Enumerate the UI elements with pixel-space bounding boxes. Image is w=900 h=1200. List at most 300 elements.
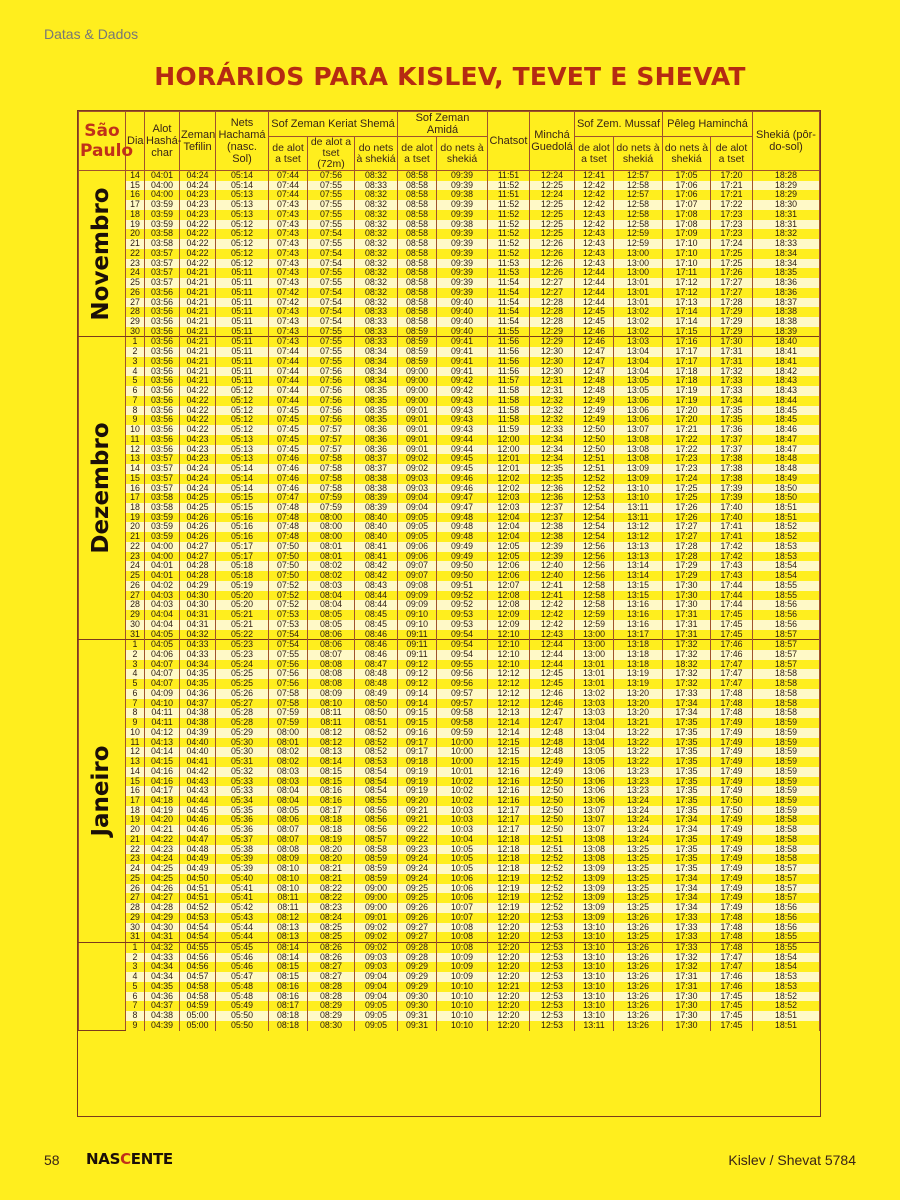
time-cell: 12:59	[575, 610, 614, 620]
time-cell: 08:05	[308, 610, 355, 620]
time-cell: 09:16	[398, 728, 437, 738]
time-cell: 18:56	[753, 610, 820, 620]
time-cell: 07:57	[308, 445, 355, 455]
time-cell: 08:32	[355, 200, 398, 210]
time-cell: 07:44	[269, 357, 308, 367]
time-cell: 13:11	[614, 513, 663, 523]
time-cell: 12:50	[530, 777, 575, 787]
time-cell: 09:38	[437, 220, 488, 230]
time-cell: 09:49	[437, 542, 488, 552]
time-cell: 07:43	[269, 229, 308, 239]
time-cell: 09:01	[398, 445, 437, 455]
time-cell: 12:32	[530, 406, 575, 416]
time-cell: 07:54	[308, 229, 355, 239]
time-cell: 04:32	[145, 943, 180, 953]
time-cell: 17:41	[711, 532, 753, 542]
time-cell: 12:53	[530, 913, 575, 923]
time-cell: 12:19	[488, 893, 530, 903]
time-cell: 04:23	[180, 454, 216, 464]
time-cell: 08:41	[355, 552, 398, 562]
time-cell: 18:29	[753, 190, 820, 200]
time-cell: 04:25	[145, 864, 180, 874]
time-cell: 12:59	[614, 239, 663, 249]
time-cell: 07:55	[269, 650, 308, 660]
time-cell: 03:58	[145, 239, 180, 249]
time-cell: 12:49	[575, 396, 614, 406]
time-cell: 08:19	[308, 835, 355, 845]
time-cell: 04:58	[180, 982, 216, 992]
time-cell: 17:37	[711, 445, 753, 455]
time-cell: 09:53	[437, 620, 488, 630]
time-cell: 17:45	[711, 610, 753, 620]
time-cell: 04:24	[180, 464, 216, 474]
time-cell: 04:28	[180, 571, 216, 581]
time-cell: 17:35	[663, 718, 711, 728]
time-cell: 10:03	[437, 815, 488, 825]
time-cell: 12:30	[530, 367, 575, 377]
time-cell: 04:51	[180, 893, 216, 903]
time-cell: 17:22	[663, 445, 711, 455]
time-cell: 17:33	[711, 376, 753, 386]
day-cell: 22	[126, 249, 145, 259]
time-cell: 18:57	[753, 640, 820, 650]
time-cell: 12:36	[530, 484, 575, 494]
time-cell: 04:22	[180, 386, 216, 396]
time-cell: 07:45	[269, 415, 308, 425]
time-cell: 04:19	[145, 806, 180, 816]
time-cell: 08:10	[308, 699, 355, 709]
time-cell: 04:22	[180, 220, 216, 230]
time-cell: 07:50	[269, 552, 308, 562]
day-cell: 26	[126, 581, 145, 591]
time-cell: 07:47	[269, 493, 308, 503]
time-cell: 07:55	[308, 200, 355, 210]
time-cell: 09:05	[355, 1001, 398, 1011]
time-cell: 05:36	[216, 825, 269, 835]
time-cell: 17:33	[663, 689, 711, 699]
time-cell: 12:51	[530, 835, 575, 845]
time-cell: 18:56	[753, 923, 820, 933]
time-cell: 12:34	[530, 445, 575, 455]
time-cell: 18:56	[753, 913, 820, 923]
time-cell: 04:51	[180, 884, 216, 894]
time-cell: 05:41	[216, 893, 269, 903]
time-cell: 12:37	[530, 503, 575, 513]
time-cell: 05:17	[216, 542, 269, 552]
time-cell: 17:20	[711, 171, 753, 181]
time-cell: 11:54	[488, 317, 530, 327]
day-cell: 3	[126, 962, 145, 972]
time-cell: 03:56	[145, 386, 180, 396]
time-cell: 09:39	[437, 200, 488, 210]
time-cell: 17:35	[663, 757, 711, 767]
time-cell: 08:33	[355, 327, 398, 337]
time-cell: 08:47	[355, 660, 398, 670]
time-cell: 17:18	[663, 367, 711, 377]
time-cell: 07:55	[308, 278, 355, 288]
time-cell: 04:23	[180, 210, 216, 220]
time-cell: 17:49	[711, 767, 753, 777]
day-cell: 23	[126, 259, 145, 269]
time-cell: 11:58	[488, 386, 530, 396]
time-cell: 08:11	[308, 718, 355, 728]
time-cell: 08:08	[308, 679, 355, 689]
time-cell: 05:15	[216, 493, 269, 503]
time-cell: 12:54	[575, 532, 614, 542]
time-cell: 09:01	[398, 415, 437, 425]
time-cell: 12:54	[575, 522, 614, 532]
time-cell: 09:05	[398, 532, 437, 542]
time-cell: 12:31	[530, 376, 575, 386]
time-cell: 09:43	[437, 425, 488, 435]
day-cell: 21	[126, 835, 145, 845]
time-cell: 04:22	[180, 249, 216, 259]
time-cell: 09:09	[398, 591, 437, 601]
time-cell: 03:57	[145, 484, 180, 494]
sub-keriat-alot: de alot a tset	[269, 137, 308, 171]
time-cell: 12:53	[530, 972, 575, 982]
time-cell: 05:14	[216, 484, 269, 494]
time-cell: 04:00	[145, 190, 180, 200]
col-dia: Dia	[126, 112, 145, 171]
time-cell: 18:46	[753, 425, 820, 435]
time-cell: 13:02	[575, 689, 614, 699]
time-cell: 08:32	[355, 239, 398, 249]
time-cell: 12:18	[488, 845, 530, 855]
time-cell: 10:08	[437, 923, 488, 933]
time-cell: 17:14	[663, 317, 711, 327]
time-cell: 08:59	[398, 327, 437, 337]
time-cell: 04:27	[180, 552, 216, 562]
time-cell: 08:34	[355, 347, 398, 357]
time-cell: 05:20	[216, 591, 269, 601]
time-cell: 18:55	[753, 591, 820, 601]
time-cell: 05:33	[216, 777, 269, 787]
time-cell: 18:57	[753, 630, 820, 640]
time-cell: 12:41	[530, 581, 575, 591]
time-cell: 08:58	[398, 220, 437, 230]
time-cell: 12:44	[530, 660, 575, 670]
time-cell: 07:56	[269, 669, 308, 679]
time-cell: 12:33	[530, 425, 575, 435]
time-cell: 08:01	[308, 552, 355, 562]
time-cell: 04:31	[145, 932, 180, 942]
time-cell: 03:57	[145, 259, 180, 269]
time-cell: 18:36	[753, 288, 820, 298]
time-cell: 18:47	[753, 435, 820, 445]
time-cell: 03:59	[145, 210, 180, 220]
time-cell: 08:58	[398, 288, 437, 298]
time-cell: 05:12	[216, 259, 269, 269]
time-cell: 17:45	[711, 620, 753, 630]
time-cell: 04:49	[180, 864, 216, 874]
time-cell: 17:36	[711, 425, 753, 435]
time-cell: 10:09	[437, 962, 488, 972]
group-keriat-shema: Sof Zeman Keriat Shemá	[269, 112, 398, 137]
time-cell: 13:02	[614, 317, 663, 327]
time-cell: 08:00	[308, 513, 355, 523]
time-cell: 08:40	[355, 532, 398, 542]
time-cell: 12:42	[575, 220, 614, 230]
time-cell: 17:21	[663, 425, 711, 435]
time-cell: 04:30	[180, 600, 216, 610]
time-cell: 17:10	[663, 259, 711, 269]
time-cell: 12:32	[530, 415, 575, 425]
day-cell: 6	[126, 689, 145, 699]
time-cell: 05:39	[216, 864, 269, 874]
time-cell: 04:43	[180, 777, 216, 787]
time-cell: 08:01	[269, 738, 308, 748]
time-cell: 13:23	[614, 786, 663, 796]
time-cell: 04:33	[180, 640, 216, 650]
time-cell: 08:40	[355, 522, 398, 532]
time-cell: 17:40	[711, 503, 753, 513]
time-cell: 17:45	[711, 1021, 753, 1031]
time-cell: 12:05	[488, 542, 530, 552]
time-cell: 18:58	[753, 845, 820, 855]
time-cell: 12:03	[488, 493, 530, 503]
time-cell: 13:00	[614, 259, 663, 269]
time-cell: 13:18	[614, 660, 663, 670]
time-cell: 09:45	[437, 464, 488, 474]
time-cell: 12:13	[488, 708, 530, 718]
time-cell: 17:49	[711, 874, 753, 884]
time-cell: 12:27	[530, 278, 575, 288]
time-cell: 13:01	[614, 278, 663, 288]
time-cell: 12:53	[530, 943, 575, 953]
time-cell: 09:40	[437, 327, 488, 337]
time-cell: 09:19	[398, 786, 437, 796]
time-cell: 13:05	[614, 386, 663, 396]
time-cell: 08:27	[308, 962, 355, 972]
time-cell: 08:43	[355, 581, 398, 591]
time-cell: 12:17	[488, 825, 530, 835]
time-cell: 04:03	[145, 591, 180, 601]
time-cell: 18:55	[753, 932, 820, 942]
time-cell: 08:02	[308, 561, 355, 571]
time-cell: 12:45	[530, 679, 575, 689]
time-cell: 04:16	[145, 767, 180, 777]
time-cell: 17:45	[711, 992, 753, 1002]
time-cell: 07:52	[269, 600, 308, 610]
time-cell: 12:58	[575, 591, 614, 601]
time-cell: 18:34	[753, 249, 820, 259]
day-cell: 26	[126, 884, 145, 894]
day-cell: 17	[126, 493, 145, 503]
time-cell: 17:29	[711, 307, 753, 317]
time-cell: 09:44	[437, 435, 488, 445]
day-cell: 30	[126, 327, 145, 337]
time-cell: 10:05	[437, 864, 488, 874]
time-cell: 08:50	[355, 699, 398, 709]
time-cell: 08:32	[355, 190, 398, 200]
time-cell: 08:27	[308, 972, 355, 982]
time-cell: 12:16	[488, 796, 530, 806]
time-cell: 09:03	[355, 962, 398, 972]
time-cell: 05:20	[216, 600, 269, 610]
time-cell: 17:21	[711, 181, 753, 191]
time-cell: 07:44	[269, 190, 308, 200]
time-cell: 10:05	[437, 854, 488, 864]
time-cell: 04:26	[180, 532, 216, 542]
time-cell: 08:51	[355, 718, 398, 728]
time-cell: 03:56	[145, 298, 180, 308]
time-cell: 12:53	[530, 1001, 575, 1011]
time-cell: 04:48	[180, 845, 216, 855]
day-cell: 7	[126, 1001, 145, 1011]
time-cell: 08:07	[308, 650, 355, 660]
time-cell: 12:52	[530, 884, 575, 894]
time-cell: 05:12	[216, 220, 269, 230]
time-cell: 05:12	[216, 396, 269, 406]
time-cell: 13:10	[575, 962, 614, 972]
time-cell: 17:33	[663, 913, 711, 923]
time-cell: 07:54	[269, 630, 308, 640]
time-cell: 09:00	[398, 376, 437, 386]
day-cell: 31	[126, 932, 145, 942]
time-cell: 17:35	[711, 406, 753, 416]
time-cell: 12:46	[575, 337, 614, 347]
time-cell: 07:54	[308, 307, 355, 317]
time-cell: 04:23	[145, 845, 180, 855]
time-cell: 12:43	[575, 259, 614, 269]
time-cell: 05:30	[216, 747, 269, 757]
time-cell: 18:34	[753, 259, 820, 269]
time-cell: 04:50	[180, 874, 216, 884]
time-cell: 05:38	[216, 845, 269, 855]
time-cell: 13:10	[575, 932, 614, 942]
time-cell: 13:24	[614, 835, 663, 845]
time-cell: 17:31	[663, 630, 711, 640]
sub-amida-alot: de alot a tset	[398, 137, 437, 171]
time-cell: 09:04	[398, 503, 437, 513]
group-peleg: Pêleg Haminchá	[663, 112, 753, 137]
time-cell: 04:05	[145, 630, 180, 640]
time-cell: 17:29	[711, 317, 753, 327]
time-cell: 17:35	[663, 854, 711, 864]
time-cell: 12:53	[530, 932, 575, 942]
time-cell: 09:12	[398, 669, 437, 679]
time-cell: 11:52	[488, 239, 530, 249]
time-cell: 08:58	[398, 307, 437, 317]
time-cell: 17:31	[663, 610, 711, 620]
time-cell: 07:58	[308, 464, 355, 474]
day-cell: 20	[126, 522, 145, 532]
time-cell: 12:28	[530, 307, 575, 317]
time-cell: 12:56	[575, 571, 614, 581]
time-cell: 04:40	[180, 738, 216, 748]
time-cell: 13:05	[575, 757, 614, 767]
time-cell: 12:03	[488, 503, 530, 513]
day-cell: 28	[126, 903, 145, 913]
time-cell: 12:25	[530, 220, 575, 230]
time-cell: 08:58	[398, 239, 437, 249]
time-cell: 09:54	[437, 630, 488, 640]
timetable-frame	[77, 110, 821, 1117]
time-cell: 17:44	[711, 591, 753, 601]
time-cell: 08:02	[308, 571, 355, 581]
time-cell: 12:24	[530, 171, 575, 181]
time-cell: 12:16	[488, 767, 530, 777]
time-cell: 07:45	[269, 445, 308, 455]
time-cell: 18:53	[753, 972, 820, 982]
time-cell: 05:30	[216, 738, 269, 748]
time-cell: 13:01	[575, 679, 614, 689]
time-cell: 09:25	[398, 893, 437, 903]
time-cell: 17:12	[663, 288, 711, 298]
time-cell: 13:26	[614, 913, 663, 923]
time-cell: 04:58	[180, 992, 216, 1002]
time-cell: 17:48	[711, 708, 753, 718]
time-cell: 13:10	[614, 484, 663, 494]
time-cell: 04:07	[145, 660, 180, 670]
time-cell: 09:23	[398, 845, 437, 855]
time-cell: 03:57	[145, 268, 180, 278]
time-cell: 05:11	[216, 376, 269, 386]
time-cell: 03:56	[145, 376, 180, 386]
time-cell: 09:06	[398, 542, 437, 552]
time-cell: 18:55	[753, 581, 820, 591]
time-cell: 05:35	[216, 806, 269, 816]
time-cell: 07:57	[308, 435, 355, 445]
time-cell: 08:06	[269, 815, 308, 825]
time-cell: 11:53	[488, 268, 530, 278]
day-cell: 10	[126, 728, 145, 738]
time-cell: 17:41	[711, 522, 753, 532]
time-cell: 04:21	[180, 288, 216, 298]
time-cell: 08:55	[355, 796, 398, 806]
time-cell: 17:35	[663, 728, 711, 738]
time-cell: 04:25	[145, 874, 180, 884]
time-cell: 17:45	[711, 630, 753, 640]
time-cell: 18:48	[753, 454, 820, 464]
time-cell: 09:43	[437, 406, 488, 416]
time-cell: 09:48	[437, 522, 488, 532]
time-cell: 10:00	[437, 738, 488, 748]
time-cell: 12:38	[530, 522, 575, 532]
time-cell: 09:41	[437, 347, 488, 357]
time-cell: 04:02	[145, 581, 180, 591]
time-cell: 12:20	[488, 943, 530, 953]
zmanim-table	[78, 111, 820, 1031]
time-cell: 13:23	[614, 777, 663, 787]
time-cell: 05:45	[216, 943, 269, 953]
time-cell: 04:29	[145, 913, 180, 923]
time-cell: 08:58	[398, 249, 437, 259]
time-cell: 05:23	[216, 650, 269, 660]
time-cell: 04:21	[180, 327, 216, 337]
time-cell: 17:35	[663, 777, 711, 787]
time-cell: 09:24	[398, 864, 437, 874]
time-cell: 04:34	[145, 972, 180, 982]
time-cell: 07:59	[308, 503, 355, 513]
time-cell: 04:43	[180, 786, 216, 796]
time-cell: 07:43	[269, 210, 308, 220]
time-cell: 17:38	[711, 464, 753, 474]
time-cell: 12:58	[614, 181, 663, 191]
time-cell: 12:44	[575, 278, 614, 288]
group-amida: Sof Zeman Amidá	[398, 112, 488, 137]
time-cell: 13:24	[614, 815, 663, 825]
time-cell: 08:14	[269, 953, 308, 963]
time-cell: 17:30	[711, 337, 753, 347]
time-cell: 07:43	[269, 327, 308, 337]
time-cell: 04:20	[145, 815, 180, 825]
time-cell: 04:35	[180, 669, 216, 679]
time-cell: 07:53	[269, 620, 308, 630]
time-cell: 17:25	[711, 249, 753, 259]
time-cell: 12:25	[530, 181, 575, 191]
